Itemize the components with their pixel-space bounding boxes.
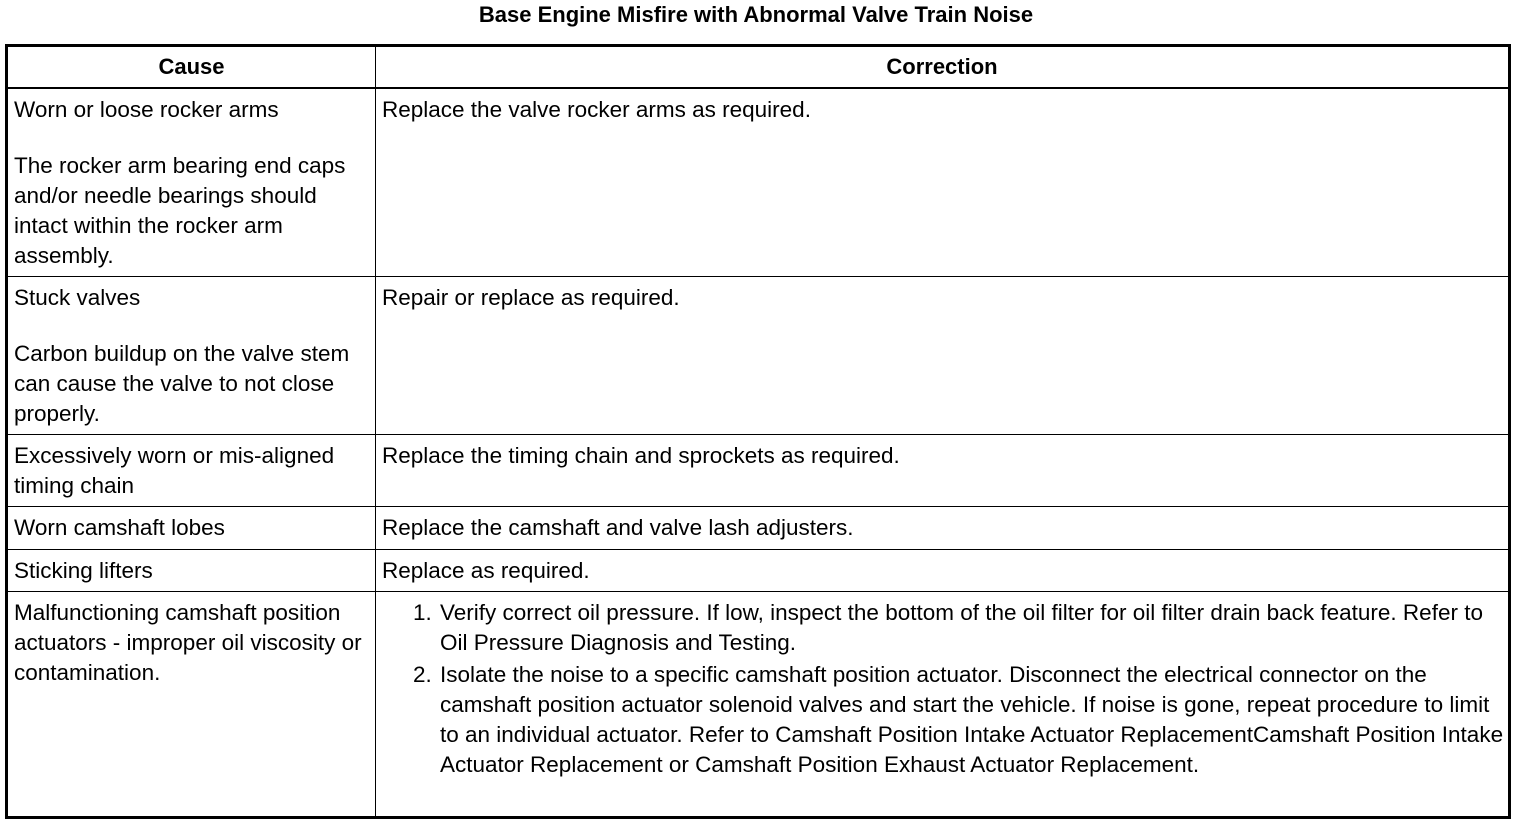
correction-column-header: Correction [376,46,1510,89]
table-row [7,550,1510,592]
table-row [7,435,1510,507]
cause-detail-text: The rocker arm bearing end caps and/or needle bearings should intact within the rocker arm assembly. [14,153,346,268]
cause-text: Worn or loose rocker arms [14,97,279,122]
correction-steps-list [382,598,1504,780]
table-row [7,277,1510,435]
cause-cell: Worn camshaft lobes [7,507,376,550]
cause-detail-text: Carbon buildup on the valve stem can cause the valve to not close properly. [14,341,350,426]
cause-column-header: Cause [7,46,376,89]
cause-cell: Malfunctioning camshaft position actuators - improper oil viscosity or contamination. [7,592,376,818]
correction-cell: Replace the timing chain and sprockets as required. [376,435,1510,507]
cause-cell: Excessively worn or mis-aligned timing chain [7,435,376,507]
table-row [7,88,1510,277]
correction-cell: Replace as required. [376,550,1510,592]
diagnosis-table [5,44,1511,819]
table-row [7,507,1510,550]
correction-step: 2. Isolate the noise to a specific camshaft position actuator. Disconnect the electrical connector on the camshaft position actuator solenoid valves and start the vehicle. If noise is gone, repeat procedure to limit to an individual actuator. Refer to Camshaft Position Intake Actuator ReplacementCamshaft Position Intake Actuator Replacement or Camshaft Position Exhaust Actuator Replacement. [438,660,1504,780]
correction-cell [376,592,1510,818]
table-row [7,592,1510,818]
cause-cell [7,277,376,435]
cause-cell: Sticking lifters [7,550,376,592]
cause-cell [7,88,376,277]
correction-step: 1. Verify correct oil pressure. If low, inspect the bottom of the oil filter for oil filter drain back feature. Refer to Oil Pressure Diagnosis and Testing. [438,598,1504,658]
correction-cell: Repair or replace as required. [376,277,1510,435]
table-title: Base Engine Misfire with Abnormal Valve Train Noise [478,2,1034,27]
header-row [7,46,1510,89]
correction-cell: Replace the camshaft and valve lash adjusters. [376,507,1510,550]
cause-text: Stuck valves [14,285,141,310]
correction-cell: Replace the valve rocker arms as required. [376,88,1510,277]
